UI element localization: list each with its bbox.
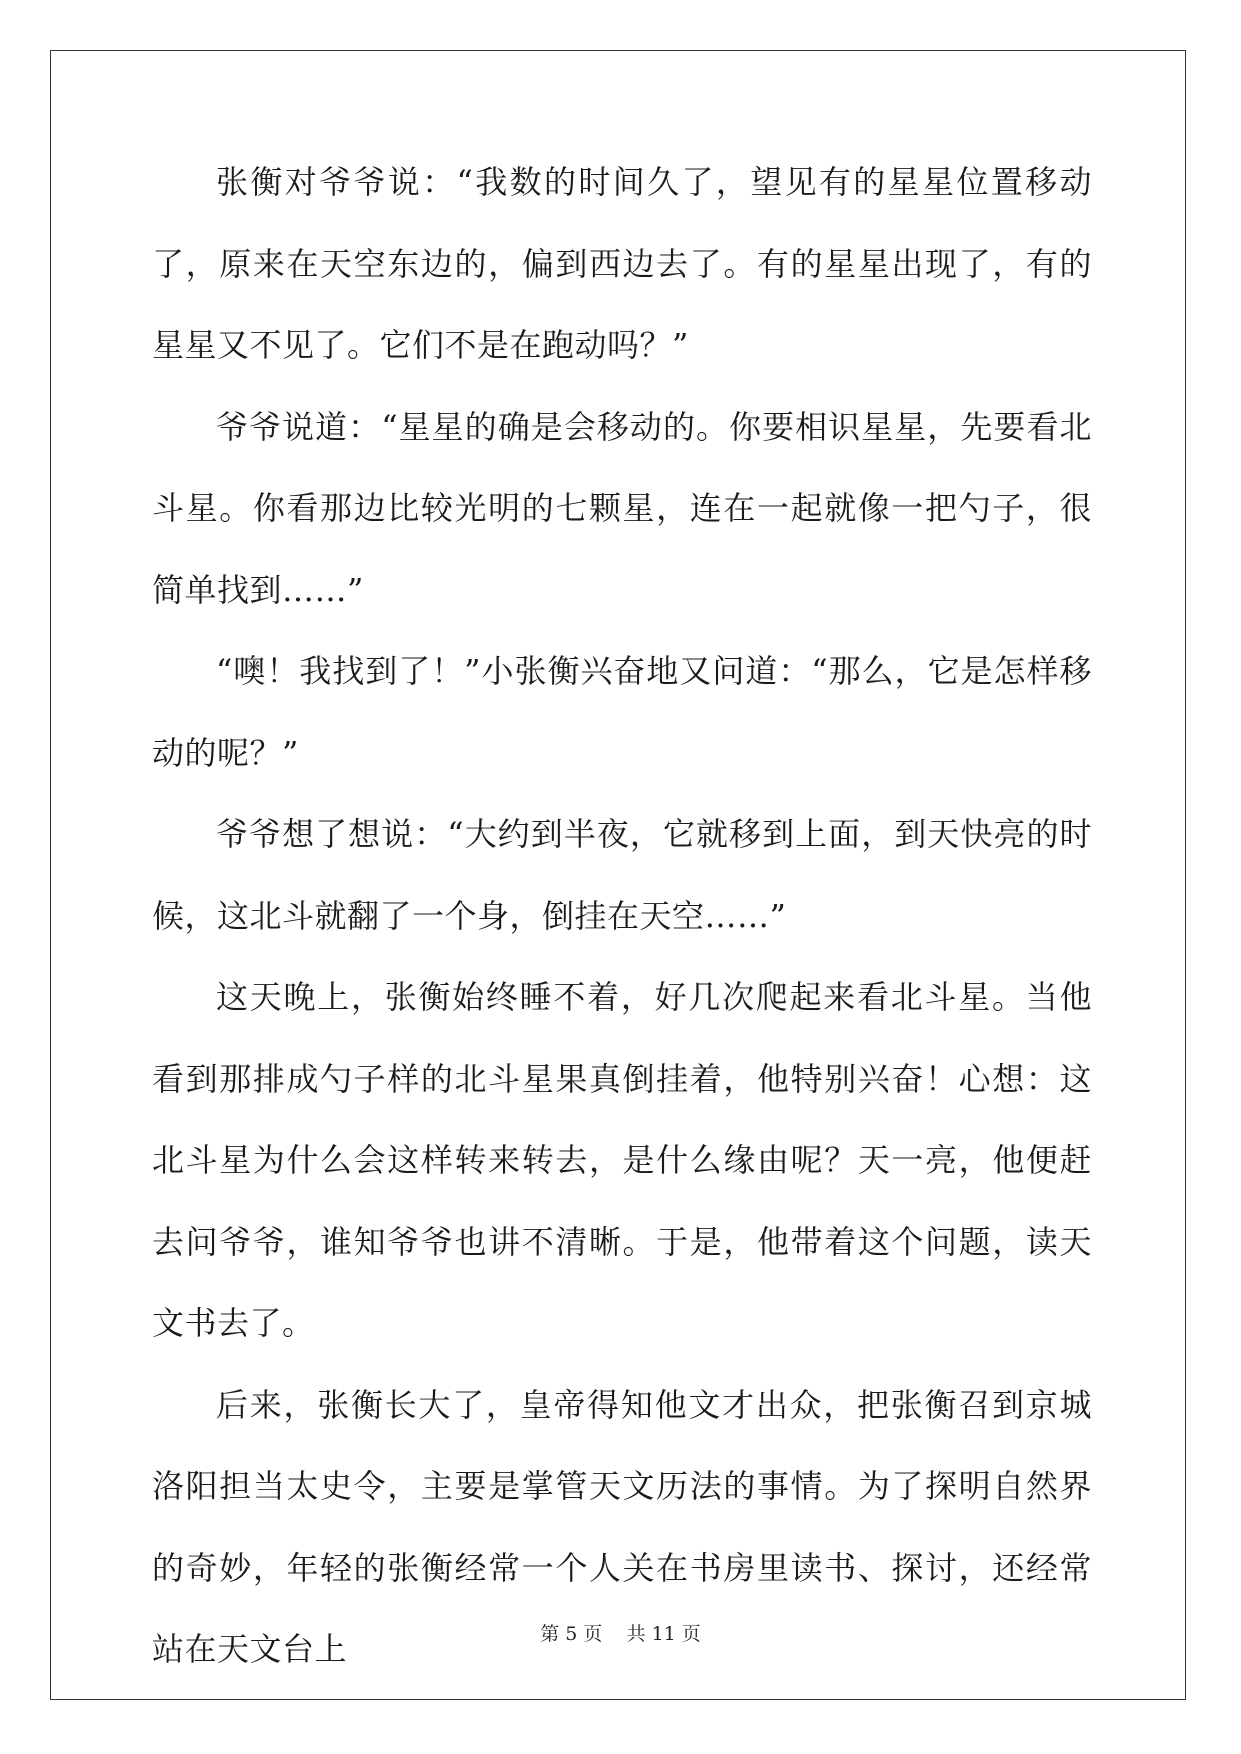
paragraph: 爷爷说道：“星星的确是会移动的。你要相识星星，先要看北斗星。你看那边比较光明的七颗星，连在一起就像一把勺子，很简单找到……” (152, 407, 1092, 609)
paragraph: “噢！我找到了！”小张衡兴奋地又问道：“那么，它是怎样移动的呢？” (152, 652, 1092, 772)
paragraph: 张衡对爷爷说：“我数的时间久了，望见有的星星位置移动了，原来在天空东边的，偏到西边去了。有的星星出现了，有的星星又不见了。它们不是在跑动吗？” (152, 163, 1092, 364)
document-body (152, 142, 1092, 1691)
page-footer (0, 1619, 1241, 1646)
paragraph: 爷爷想了想说：“大约到半夜，它就移到上面，到天快亮的时候，这北斗就翻了一个身，倒挂在天空……” (152, 815, 1092, 935)
page-total: 共 11 页 (626, 1623, 701, 1645)
page-number: 第 5 页 (540, 1623, 603, 1645)
paragraph: 这天晚上，张衡始终睡不着，好几次爬起来看北斗星。当他看到那排成勺子样的北斗星果真倒挂着，他特别兴奋！心想：这北斗星为什么会这样转来转去，是什么缘由呢？天一亮，他便赶去问爷爷，谁知爷爷也讲不清晰。于是，他带着这个问题，读天文书去了。 (152, 978, 1092, 1342)
paragraph: 后来，张衡长大了，皇帝得知他文才出众，把张衡召到京城洛阳担当太史令，主要是掌管天文历法的事情。为了探明自然界的奇妙，年轻的张衡经常一个人关在书房里读书、探讨，还经常站在天文台上 (152, 1385, 1092, 1668)
